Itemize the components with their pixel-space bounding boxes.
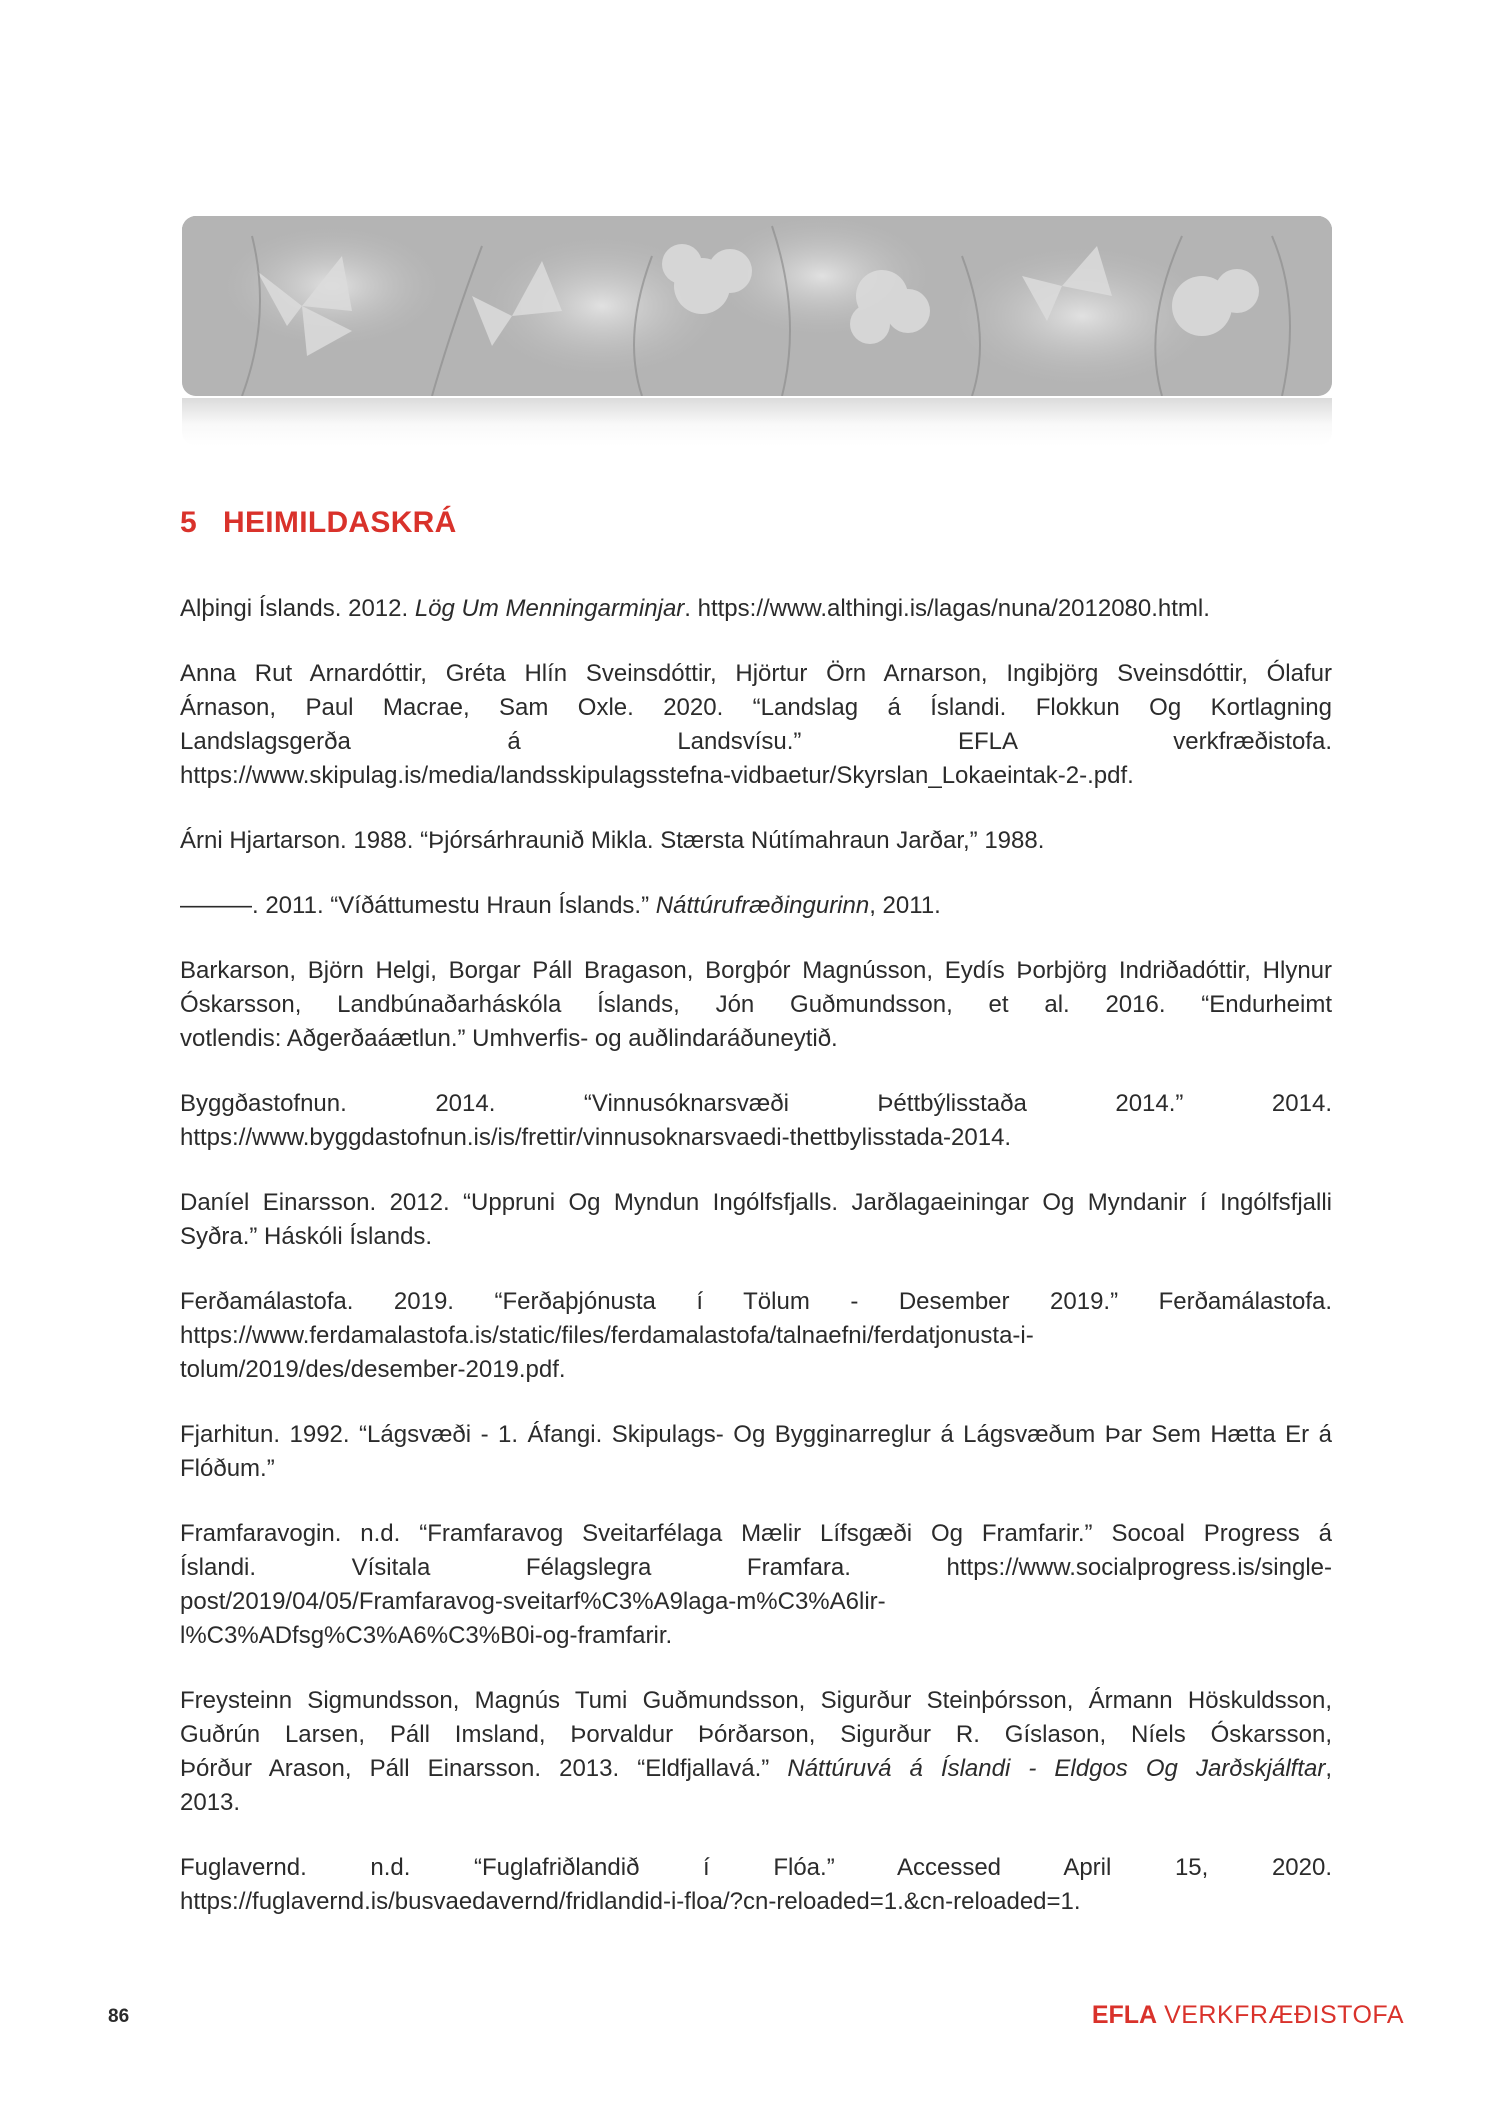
reference-entry [180,1186,1332,1254]
reference-text: Fjarhitun. 1992. “Lágsvæði - 1. Áfangi. Skipulags- Og Bygginarreglur á Lágsvæðum Þar Sem Hætta Er á [180,1421,1332,1448]
reference-text: Freysteinn Sigmundsson, Magnús Tumi Guðmundsson, Sigurður Steinþórsson, Ármann Höskuldsson, [180,1687,1332,1714]
reference-line [180,1452,1332,1486]
reference-line [180,1220,1332,1254]
reference-line [180,1186,1332,1220]
reference-line [180,1619,1332,1653]
page-number: 86 [108,2006,130,2027]
reference-entry [180,1418,1332,1486]
reference-entry [180,657,1332,793]
reference-line [180,1885,1332,1919]
header-banner-image [182,216,1332,396]
reference-entry [180,1517,1332,1653]
reference-title-italic: Náttúrufræðingurinn [655,892,870,919]
reference-line [180,1551,1332,1585]
reference-text: Syðra.” Háskóli Íslands. [180,1223,433,1250]
reference-line [180,592,1332,626]
reference-text: Barkarson, Björn Helgi, Borgar Páll Bragason, Borgþór Magnússon, Eydís Þorbjörg Indriðadóttir, Hlynur [180,957,1332,984]
reference-line [180,1752,1332,1786]
reference-line [180,1087,1332,1121]
reference-line [180,988,1332,1022]
flower-photo-graphic [182,216,1332,396]
reference-line [180,1022,1332,1056]
reference-text: Alþingi Íslands. 2012. [180,595,415,622]
reference-line [180,1718,1332,1752]
reference-line [180,1418,1332,1452]
reference-line [180,691,1332,725]
reference-text: Guðrún Larsen, Páll Imsland, Þorvaldur Þórðarson, Sigurður R. Gíslason, Níels Óskarsson, [180,1721,1332,1748]
reference-text: https://www.byggdastofnun.is/is/frettir/vinnusoknarsvaedi-thettbylisstada-2014. [180,1124,1012,1151]
reference-line [180,1851,1332,1885]
reference-text: Árni Hjartarson. 1988. “Þjórsárhraunið Mikla. Stærsta Nútímahraun Jarðar,” 1988. [180,827,1045,854]
reference-text: https://www.ferdamalastofa.is/static/files/ferdamalastofa/talnaefni/ferdatjonusta-i- [180,1322,1034,1349]
reference-line [180,889,1332,923]
reference-text: Daníel Einarsson. 2012. “Uppruni Og Myndun Ingólfsfjalls. Jarðlagaeiningar Og Myndanir í Ingólfsfjalli [180,1189,1332,1216]
reference-line [180,954,1332,988]
reference-entry [180,1087,1332,1155]
reference-text: 2013. [180,1789,241,1816]
reference-entry [180,1684,1332,1820]
reference-line [180,1353,1332,1387]
reference-entry [180,1285,1332,1387]
reference-text: https://www.skipulag.is/media/landsskipulagsstefna-vidbaetur/Skyrslan_Lokaeintak-2-.pdf. [180,762,1134,789]
reference-text: . https://www.althingi.is/lagas/nuna/2012080.html. [684,595,1210,622]
reference-entry [180,1851,1332,1919]
section-number: 5 [180,506,197,539]
reference-text: Árnason, Paul Macrae, Sam Oxle. 2020. “Landslag á Íslandi. Flokkun Og Kortlagning [180,694,1332,721]
reference-line [180,657,1332,691]
reference-text: ———. 2011. “Víðáttumestu Hraun Íslands.” [180,892,656,919]
footer-brand [1092,2001,1404,2030]
reference-text: post/2019/04/05/Framfaravog-sveitarf%C3%A9laga-m%C3%A6lir- [180,1588,886,1615]
reference-text: Byggðastofnun. 2014. “Vinnusóknarsvæði Þéttbýlisstaða 2014.” 2014. [180,1090,1332,1117]
reference-text: l%C3%ADfsg%C3%A6%C3%B0i-og-framfarir. [180,1622,673,1649]
reference-line [180,759,1332,793]
reference-text: Óskarsson, Landbúnaðarháskóla Íslands, Jón Guðmundsson, et al. 2016. “Endurheimt [180,991,1332,1018]
reference-text: Flóðum.” [180,1455,275,1482]
reference-line [180,824,1332,858]
reference-text: , [1325,1755,1332,1782]
reference-entry [180,889,1332,923]
brand-tagline: VERKFRÆÐISTOFA [1164,2001,1404,2029]
reference-text: Ferðamálastofa. 2019. “Ferðaþjónusta í Tölum - Desember 2019.” Ferðamálastofa. [180,1288,1332,1315]
reference-entry [180,592,1332,626]
reference-text: Anna Rut Arnardóttir, Gréta Hlín Sveinsdóttir, Hjörtur Örn Arnarson, Ingibjörg Sveinsdóttir, Ólafur [180,660,1332,687]
reference-line [180,1585,1332,1619]
reference-text: tolum/2019/des/desember-2019.pdf. [180,1356,566,1383]
reference-text: https://fuglavernd.is/busvaedavernd/fridlandid-i-floa/?cn-reloaded=1.&cn-reloaded=1. [180,1888,1081,1915]
reference-list [180,592,1332,1950]
reference-line [180,1319,1332,1353]
reference-text: Landslagsgerða á Landsvísu.” EFLA verkfræðistofa. [180,728,1332,755]
reference-text: votlendis: Aðgerðaáætlun.” Umhverfis- og auðlindaráðuneytið. [180,1025,838,1052]
reference-title-italic: Lög Um Menningarminjar [414,595,685,622]
reference-line [180,1786,1332,1820]
reference-text: Framfaravogin. n.d. “Framfaravog Sveitarfélaga Mælir Lífsgæði Og Framfarir.” Socoal Progress á [180,1520,1332,1547]
reference-line [180,1517,1332,1551]
brand-name: EFLA [1091,2001,1158,2029]
reference-title-italic: Náttúruvá á Íslandi - Eldgos Og Jarðskjálftar [787,1755,1326,1782]
section-title: HEIMILDASKRÁ [223,506,457,539]
banner-reflection [182,398,1332,446]
reference-line [180,1285,1332,1319]
reference-line [180,725,1332,759]
reference-text: Íslandi. Vísitala Félagslegra Framfara. https://www.socialprogress.is/single- [180,1554,1332,1581]
section-heading [180,506,457,540]
reference-entry [180,954,1332,1056]
reference-entry [180,824,1332,858]
reference-line [180,1121,1332,1155]
reference-text: Þórður Arason, Páll Einarsson. 2013. “Eldfjallavá.” [180,1755,788,1782]
reference-line [180,1684,1332,1718]
reference-text: , 2011. [869,892,941,919]
reference-text: Fuglavernd. n.d. “Fuglafriðlandið í Flóa.” Accessed April 15, 2020. [180,1854,1332,1881]
